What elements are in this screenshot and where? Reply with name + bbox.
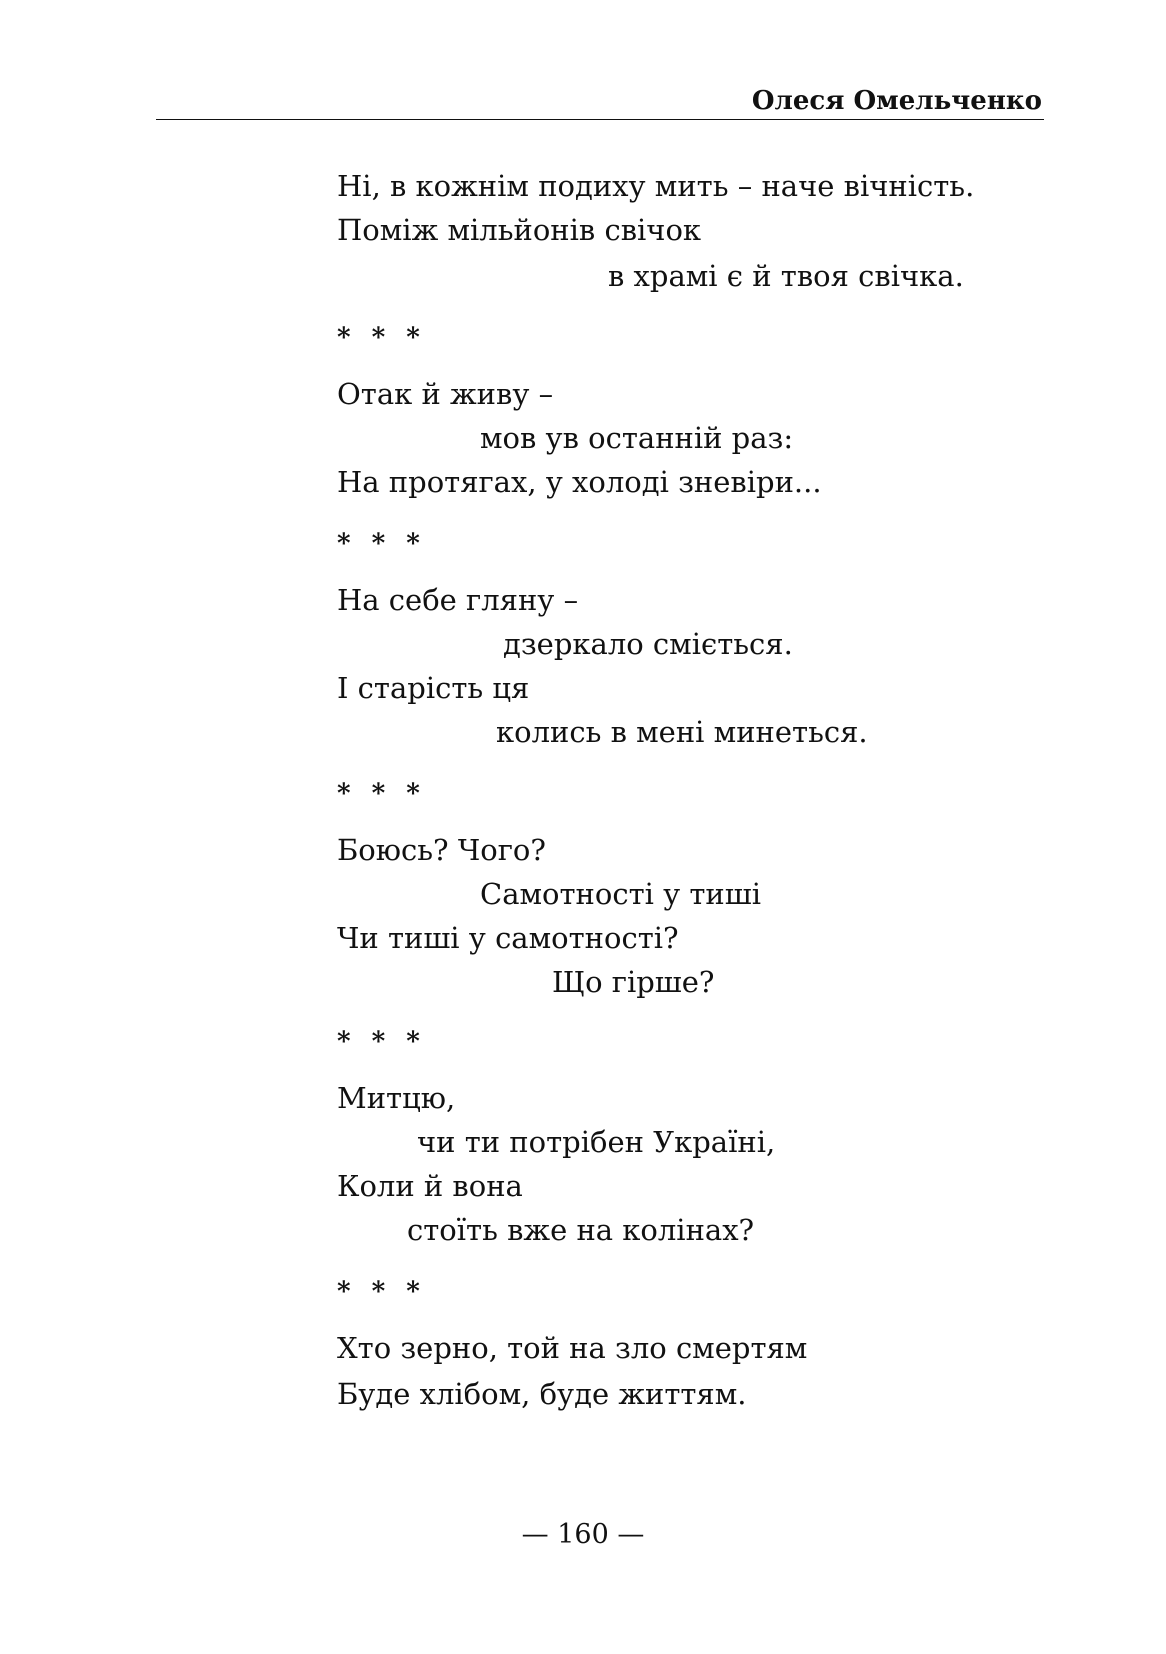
poem-line: Самотності у тиші [480, 877, 761, 911]
poem-line: Коли й вона [337, 1169, 523, 1203]
section-separator: * * * [337, 1277, 426, 1307]
poem-line: Поміж мільйонів свічок [337, 213, 702, 247]
poem-line: мов ув останній раз: [480, 421, 794, 455]
poem-line: чи ти потрібен Україні, [417, 1125, 776, 1159]
header-rule [156, 119, 1044, 120]
poem-line: На себе гляну – [337, 583, 579, 617]
poem-line: Боюсь? Чого? [337, 833, 546, 867]
running-head-author: Олеся Омельченко [751, 86, 1042, 116]
section-separator: * * * [337, 529, 426, 559]
poem-line: Чи тиші у самотності? [337, 921, 679, 955]
poem-line: стоїть вже на колінах? [407, 1213, 755, 1247]
poem-line: Ні, в кожнім подиху мить – наче вічність. [337, 169, 975, 203]
section-separator: * * * [337, 323, 426, 353]
poem-line: в храмі є й твоя свічка. [608, 259, 964, 293]
poem-line: На протягах, у холоді зневіри... [337, 465, 822, 499]
poem-line: І старість ця [337, 671, 530, 705]
page-number: — 160 — [521, 1519, 645, 1550]
section-separator: * * * [337, 1027, 426, 1057]
poem-line: Хто зерно, той на зло смертям [337, 1331, 808, 1365]
poem-line: Що гірше? [552, 965, 715, 999]
poem-line: Митцю, [337, 1081, 456, 1115]
section-separator: * * * [337, 779, 426, 809]
poem-line: Буде хлібом, буде життям. [337, 1377, 747, 1411]
poem-line: Отак й живу – [337, 377, 554, 411]
poem-line: колись в мені минеться. [496, 715, 868, 749]
poem-line: дзеркало сміється. [503, 627, 793, 661]
